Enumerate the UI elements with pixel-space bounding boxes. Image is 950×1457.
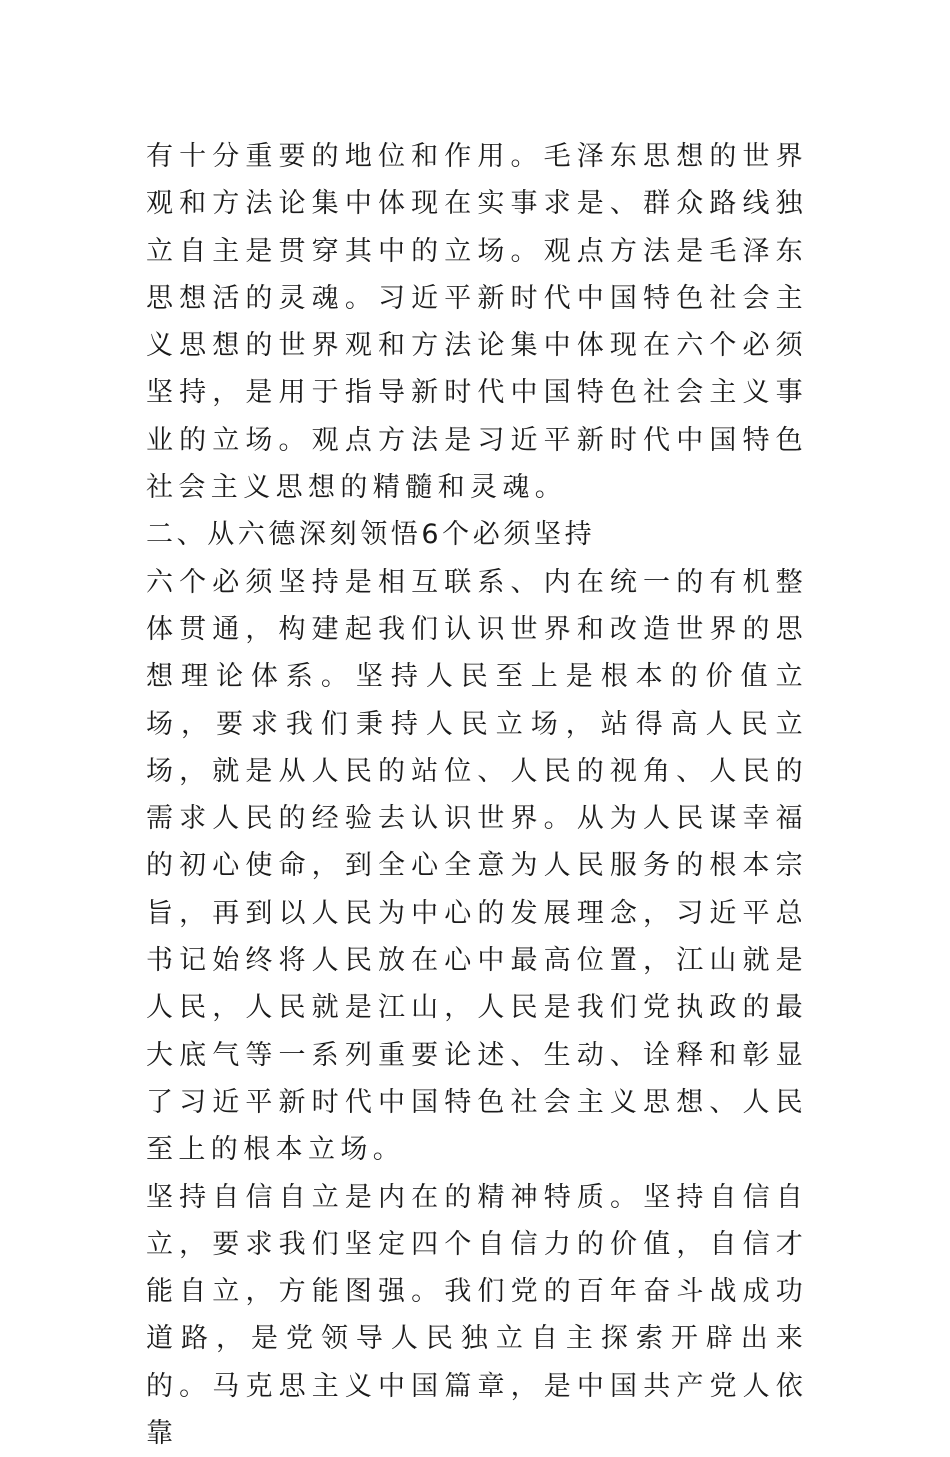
document-body	[146, 133, 808, 1457]
section-heading: 二、从六德深刻领悟6个必须坚持	[146, 519, 596, 551]
paragraph-worldview: 有十分重要的地位和作用。毛泽东思想的世界观和方法论集中体现在实事求是、群众路线独立自主是贯穿其中的立场。观点方法是毛泽东思想活的灵魂。习近平新时代中国特色社会主义思想的世界观和方法论集中体现在六个必须坚持，是用于指导新时代中国特色社会主义事业的立场。观点方法是习近平新时代中国特色社会主义思想的精髓和灵魂。	[146, 141, 808, 504]
paragraph-self-confidence: 坚持自信自立是内在的精神特质。坚持自信自立，要求我们坚定四个自信力的价值，自信才能自立，方能图强。我们党的百年奋斗战成功道路，是党领导人民独立自主探索开辟出来的。马克思主义中国篇章，是中国共产党人依靠	[146, 1181, 808, 1450]
paragraph-people-first: 六个必须坚持是相互联系、内在统一的有机整体贯通，构建起我们认识世界和改造世界的思想理论体系。坚持人民至上是根本的价值立场，要求我们秉持人民立场，站得高人民立场，就是从人民的站位、人民的视角、人民的需求人民的经验去认识世界。从为人民谋幸福的初心使命，到全心全意为人民服务的根本宗旨，再到以人民为中心的发展理念，习近平总书记始终将人民放在心中最高位置，江山就是人民，人民就是江山，人民是我们党执政的最大底气等一系列重要论述、生动、诠释和彰显了习近平新时代中国特色社会主义思想、人民至上的根本立场。	[146, 566, 808, 1166]
